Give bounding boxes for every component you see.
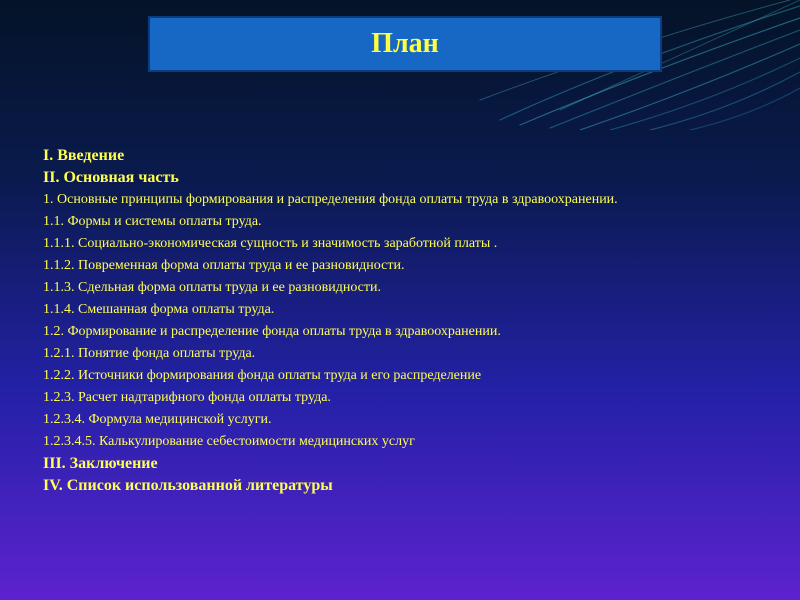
list-item: 1.2.3.4. Формула медицинской услуги. <box>43 412 272 427</box>
section-literature: IV. Список использованной литературы <box>43 477 333 494</box>
list-item: 1.2.3.4.5. Калькулирование себестоимости медицинских услуг <box>43 434 415 449</box>
list-item: 1.2.3. Расчет надтарифного фонда оплаты труда. <box>43 390 331 405</box>
list-item: 1.2.1. Понятие фонда оплаты труда. <box>43 346 256 361</box>
section-conclusion: III. Заключение <box>43 455 158 472</box>
list-item: 1.1.3. Сдельная форма оплаты труда и ее разновидности. <box>43 280 381 295</box>
title-box <box>148 16 662 72</box>
list-item: 1.1.2. Повременная форма оплаты труда и ее разновидности. <box>43 258 405 273</box>
list-item: 1.2.2. Источники формирования фонда оплаты труда и его распределение <box>43 368 482 383</box>
slide-title: План <box>371 28 439 59</box>
plan-content <box>43 145 683 497</box>
section-intro: I. Введение <box>43 147 125 164</box>
list-item: 1.2. Формирование и распределение фонда оплаты труда в здравоохранении. <box>43 324 501 339</box>
list-item: 1.1.4. Смешанная форма оплаты труда. <box>43 302 275 317</box>
list-item: 1. Основные принципы формирования и распределения фонда оплаты труда в здравоохранении. <box>43 192 618 207</box>
list-item: 1.1. Формы и системы оплаты труда. <box>43 214 262 229</box>
section-main: II. Основная часть <box>43 169 179 186</box>
list-item: 1.1.1. Социально-экономическая сущность и значимость заработной платы . <box>43 236 498 251</box>
